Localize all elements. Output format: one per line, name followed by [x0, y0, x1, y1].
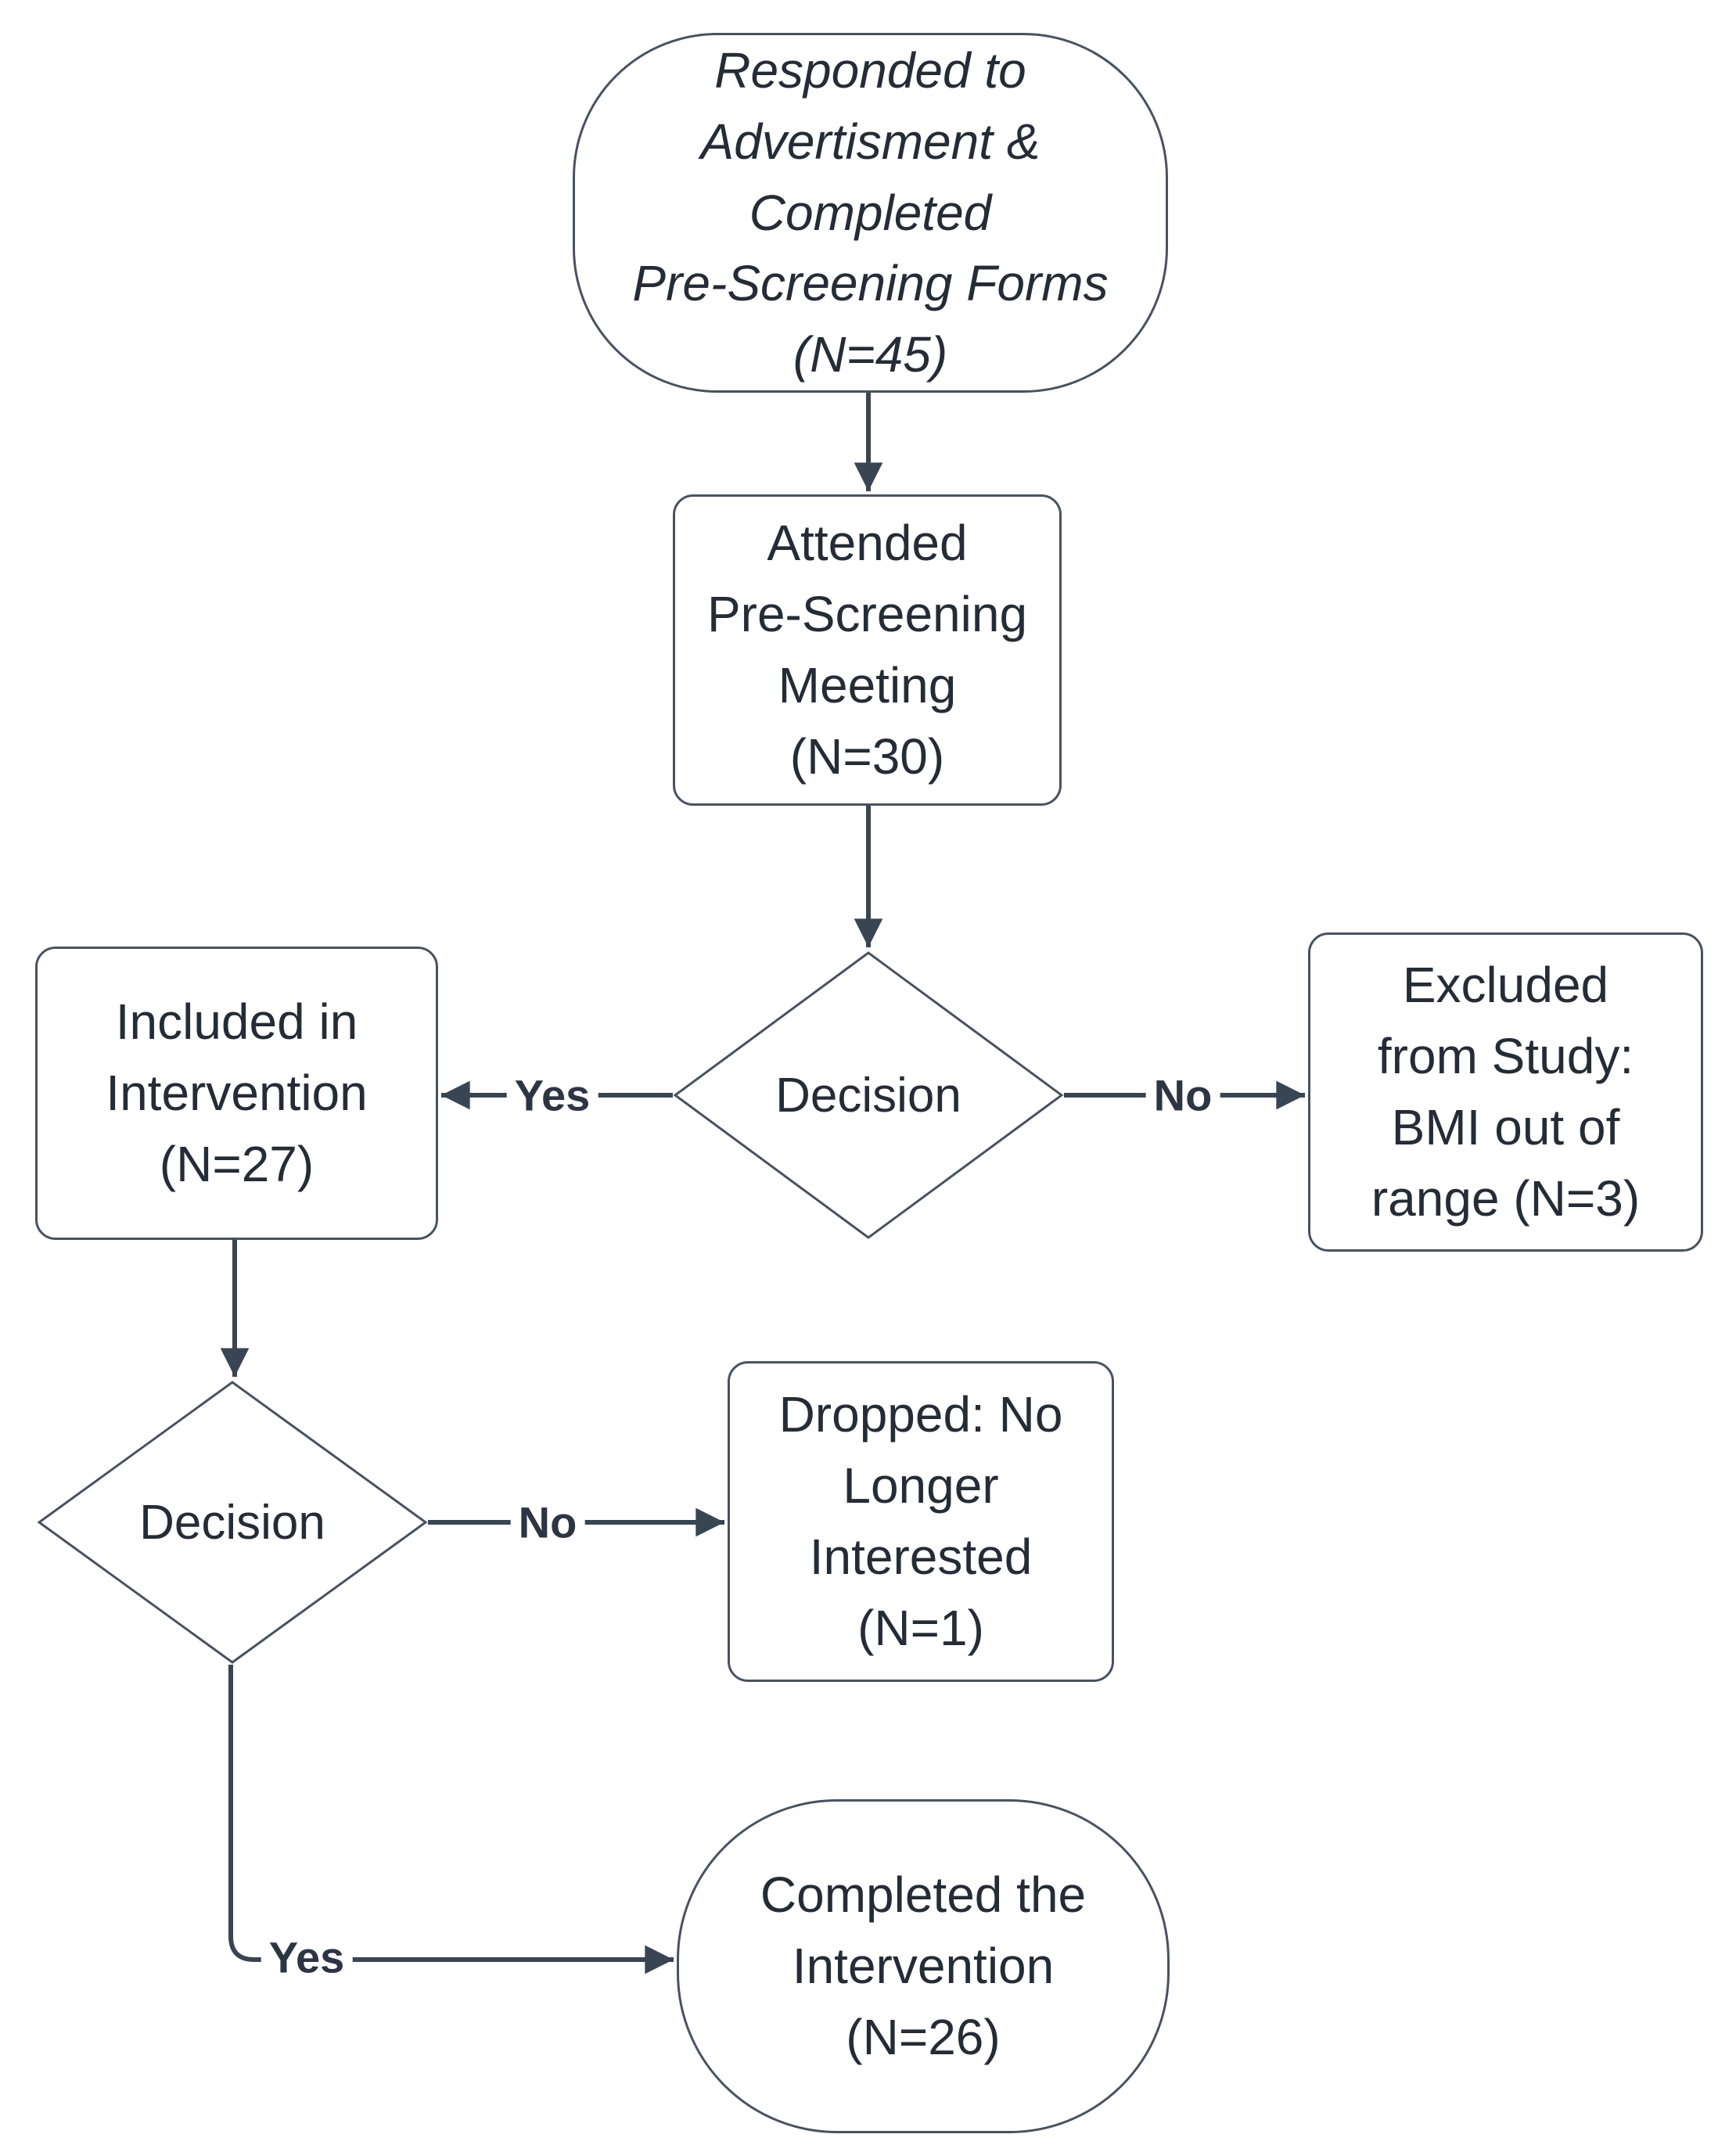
node-decision-2: [37, 1380, 428, 1665]
node-included-intervention: [35, 947, 438, 1240]
text-line: (N=27): [159, 1135, 314, 1192]
node-dropped-no-longer-interested: [728, 1361, 1114, 1682]
text-line: Pre-Screening: [706, 586, 1028, 643]
node-start: [573, 33, 1168, 393]
text-line: range (N=3): [1371, 1170, 1641, 1227]
text-line: BMI out of: [1391, 1099, 1620, 1155]
edge-label-yes-1: Yes: [507, 1069, 598, 1123]
text-line: (N=45): [793, 326, 948, 383]
node-attended-prescreening: [673, 494, 1062, 806]
edge-label-yes-2: Yes: [261, 1931, 353, 1985]
node-completed-intervention: [677, 1799, 1170, 2133]
edge-decision2-yes-to-completed: [231, 1665, 674, 1960]
text-line: Excluded: [1402, 957, 1609, 1014]
text-line: Advertisment &: [700, 113, 1041, 170]
text-line: Completed the: [760, 1867, 1087, 1924]
text-line: Meeting: [778, 657, 957, 713]
node-decision-1: [673, 950, 1064, 1240]
text-line: Completed: [749, 184, 992, 241]
edge-label-no-1: No: [1146, 1069, 1220, 1123]
text-line: Responded to: [714, 41, 1026, 99]
text-line: Pre-Screening Forms: [632, 255, 1109, 312]
text-line: Attended: [767, 515, 968, 572]
text-line: Interested: [809, 1529, 1033, 1585]
edge-label-no-2: No: [511, 1496, 585, 1550]
text-line: Decision: [139, 1495, 325, 1550]
text-line: Intervention: [792, 1938, 1055, 1995]
node-excluded-from-study: [1308, 932, 1703, 1252]
text-line: (N=1): [857, 1599, 984, 1656]
text-line: (N=30): [789, 728, 945, 785]
text-line: Included in: [115, 993, 358, 1051]
text-line: Longer: [843, 1457, 999, 1514]
text-line: Decision: [775, 1068, 961, 1123]
text-line: from Study:: [1377, 1028, 1634, 1085]
text-line: Dropped: No: [778, 1386, 1063, 1443]
text-line: (N=26): [846, 2008, 1001, 2065]
text-line: Intervention: [106, 1065, 368, 1122]
